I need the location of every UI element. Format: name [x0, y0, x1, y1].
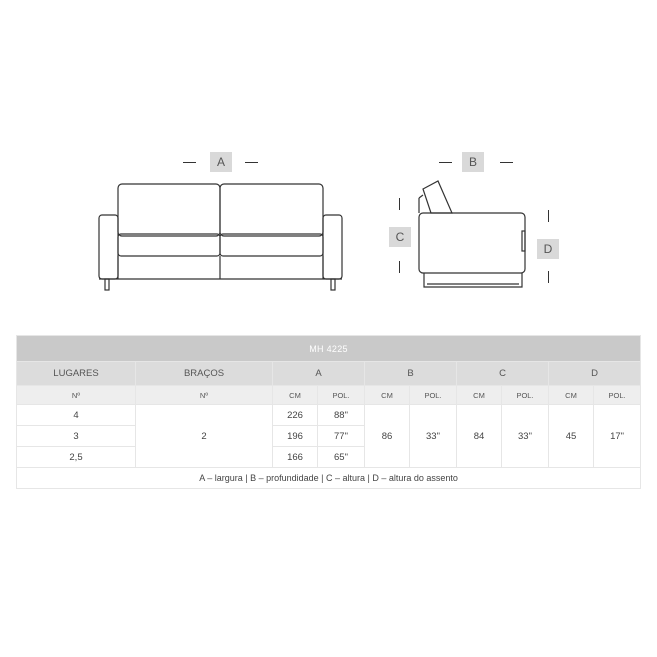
sofa-side-view [419, 181, 525, 287]
dim-a-dash-right [245, 162, 258, 163]
dim-d-dash-top [548, 210, 549, 222]
dimensions-table [16, 335, 641, 489]
subheader-b-cm: CM [365, 386, 410, 405]
subheader-c-pol: POL. [502, 386, 549, 405]
header-d: D [549, 362, 641, 386]
subheader-lugares-n: Nº [17, 386, 136, 405]
front-seat-cushion-left [118, 234, 220, 256]
header-bracos: BRAÇOS [136, 362, 273, 386]
dim-c-dash-bottom [399, 261, 400, 273]
dim-b-dash-right [500, 162, 513, 163]
cell-lugares: 3 [17, 426, 136, 447]
front-leg-right [331, 279, 335, 290]
subheader-bracos-n: Nº [136, 386, 273, 405]
cell-d-cm: 45 [549, 405, 594, 468]
front-arm-right [323, 215, 342, 279]
dim-d-dash-bottom [548, 271, 549, 283]
dim-label-a: A [210, 152, 232, 172]
cell-bracos: 2 [136, 405, 273, 468]
subheader-b-pol: POL. [410, 386, 457, 405]
dim-c-dash-top [399, 198, 400, 210]
header-b: B [365, 362, 457, 386]
cell-c-cm: 84 [457, 405, 502, 468]
dim-label-c: C [389, 227, 411, 247]
cell-b-pol: 33" [410, 405, 457, 468]
front-leg-left [105, 279, 109, 290]
dim-a-dash-left [183, 162, 196, 163]
cell-a-cm: 196 [273, 426, 318, 447]
cell-lugares: 4 [17, 405, 136, 426]
front-arm-left [99, 215, 118, 279]
table-footnote: A – largura | B – profundidade | C – altura | D – altura do assento [17, 468, 641, 489]
subheader-a-cm: CM [273, 386, 318, 405]
table-title: MH 4225 [17, 336, 641, 362]
cell-lugares: 2,5 [17, 447, 136, 468]
sofa-front-view [0, 0, 657, 320]
cell-a-pol: 77" [318, 426, 365, 447]
subheader-d-pol: POL. [594, 386, 641, 405]
cell-c-pol: 33" [502, 405, 549, 468]
header-a: A [273, 362, 365, 386]
dim-label-d: D [537, 239, 559, 259]
cell-a-cm: 226 [273, 405, 318, 426]
front-back-cushion-right [220, 184, 323, 236]
header-lugares: LUGARES [17, 362, 136, 386]
front-seat-cushion-right [220, 234, 323, 256]
subheader-c-cm: CM [457, 386, 502, 405]
cell-a-pol: 65" [318, 447, 365, 468]
cell-b-cm: 86 [365, 405, 410, 468]
dim-label-b: B [462, 152, 484, 172]
table-row [17, 405, 641, 426]
subheader-a-pol: POL. [318, 386, 365, 405]
header-c: C [457, 362, 549, 386]
cell-d-pol: 17" [594, 405, 641, 468]
dim-b-dash-left [439, 162, 452, 163]
subheader-d-cm: CM [549, 386, 594, 405]
cell-a-pol: 88" [318, 405, 365, 426]
cell-a-cm: 166 [273, 447, 318, 468]
front-back-cushion-left [118, 184, 220, 236]
